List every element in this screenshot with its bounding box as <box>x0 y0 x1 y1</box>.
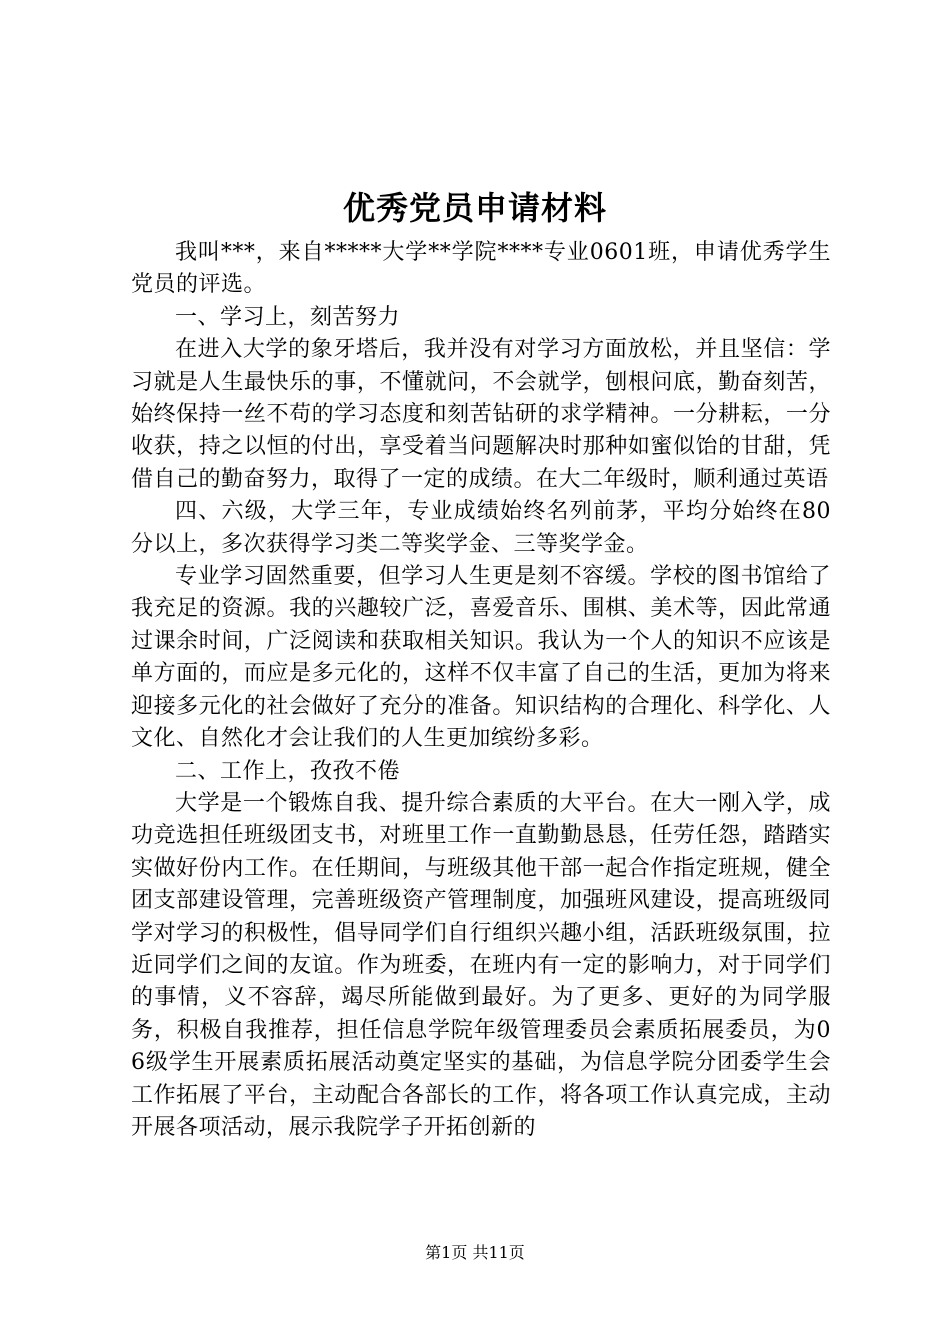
section-heading-work: 二、工作上，孜孜不倦 <box>175 758 401 784</box>
section-heading-study: 一、学习上，刻苦努力 <box>175 304 401 330</box>
document-body <box>131 237 831 1144</box>
paragraph-intro: 我叫***，来自*****大学**学院****专业0601班，申请优秀学生党员的评选。 <box>131 240 831 298</box>
page-number-footer: 第1页 共11页 <box>425 1243 525 1262</box>
paragraph-work: 大学是一个锻炼自我、提升综合素质的大平台。在大一刚入学，成功竞选担任班级团支书，对班里工作一直勤勤恳恳，任劳任怨，踏踏实实做好份内工作。在任期间，与班级其他干部一起合作指定班规，健全团支部建设管理，完善班级资产管理制度，加强班风建设，提高班级同学对学习的积极性，倡导同学们自行组织兴趣小组，活跃班级氛围，拉近同学们之间的友谊。作为班委，在班内有一定的影响力，对于同学们的事情，义不容辞，竭尽所能做到最好。为了更多、更好的为同学服务，积极自我推荐，担任信息学院年级管理委员会素质拓展委员，为06级学生开展素质拓展活动奠定坚实的基础，为信息学院分团委学生会工作拓展了平台，主动配合各部长的工作，将各项工作认真完成，主动开展各项活动，展示我院学子开拓创新的 <box>131 790 831 1140</box>
paragraph-study-attitude: 在进入大学的象牙塔后，我并没有对学习方面放松，并且坚信：学习就是人生最快乐的事，不懂就问，不会就学，刨根问底，勤奋刻苦，始终保持一丝不苟的学习态度和刻苦钻研的求学精神。一分耕耘，一分收获，持之以恒的付出，享受着当问题解决时那种如蜜似饴的甘甜，凭借自己的勤奋努力，取得了一定的成绩。在大二年级时，顺利通过英语 <box>131 337 831 492</box>
paragraph-broad-learning: 专业学习固然重要，但学习人生更是刻不容缓。学校的图书馆给了我充足的资源。我的兴趣较广泛，喜爱音乐、围棋、美术等，因此常通过课余时间，广泛阅读和获取相关知识。我认为一个人的知识不应该是单方面的，而应是多元化的，这样不仅丰富了自己的生活，更加为将来迎接多元化的社会做好了充分的准备。知识结构的合理化、科学化、人文化、自然化才会让我们的人生更加缤纷多彩。 <box>131 564 831 752</box>
paragraph-study-results: 四、六级，大学三年，专业成绩始终名列前茅，平均分始终在80分以上，多次获得学习类二等奖学金、三等奖学金。 <box>131 499 831 557</box>
document-title: 优秀党员申请材料 <box>342 189 607 227</box>
